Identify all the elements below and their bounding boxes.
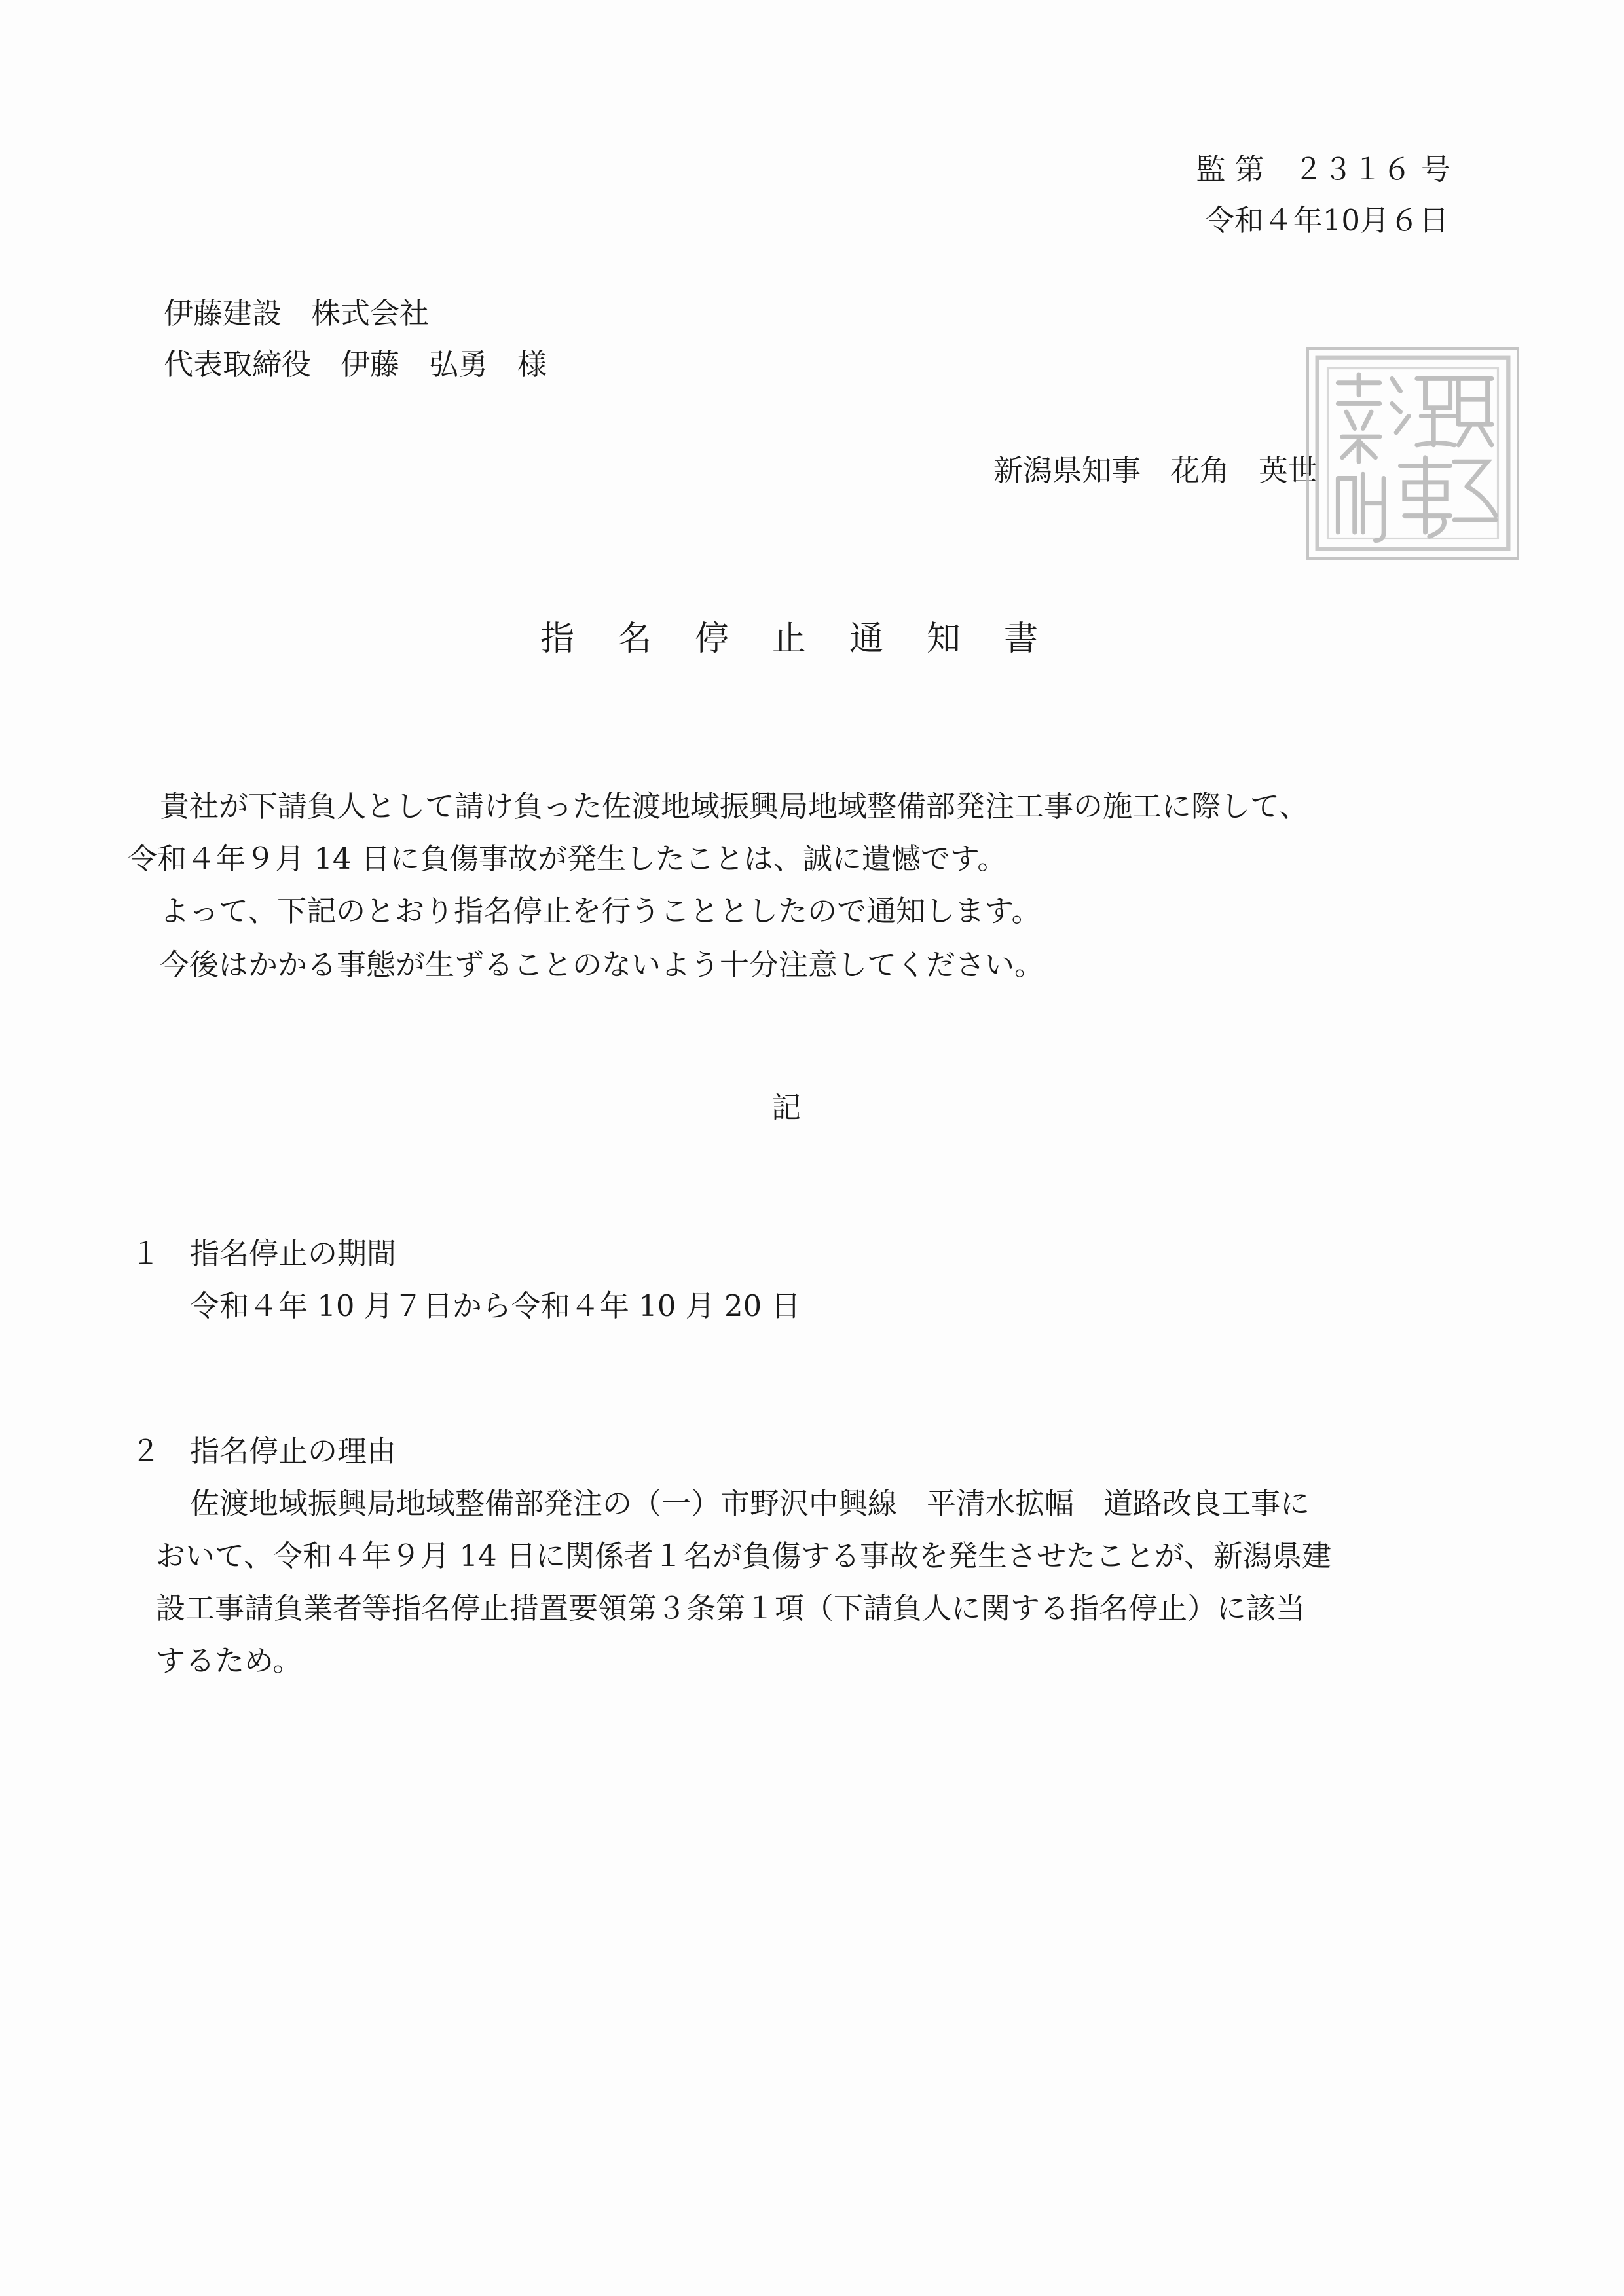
recipient-company: 伊藤建設 株式会社 [164, 296, 430, 331]
body-paragraph-3: 今後はかかる事態が生ずることのないよう十分注意してください。 [160, 947, 1044, 982]
item-2-text-line-2: おいて、令和４年９月 14 日に関係者１名が負傷する事故を発生させたことが、新潟県建 [156, 1539, 1331, 1573]
seal-icon [1309, 350, 1517, 557]
recipient-representative: 代表取締役 伊藤 弘勇 様 [164, 347, 547, 382]
item-2-text-line-3: 設工事請負業者等指名停止措置要領第３条第１項（下請負人に関する指名停止）に該当 [156, 1591, 1306, 1626]
item-2-number: ２ [131, 1434, 161, 1468]
body-paragraph-1-line-2: 令和４年９月 14 日に負傷事故が発生したことは、誠に遺憾です。 [128, 841, 1007, 876]
sender-name: 新潟県知事 花角 英世 [993, 453, 1318, 488]
ki-marker: 記 [771, 1090, 802, 1125]
item-2-heading: 指名停止の理由 [190, 1434, 397, 1468]
item-2-text-line-4: するため。 [156, 1643, 303, 1678]
item-1-heading: 指名停止の期間 [190, 1236, 397, 1271]
item-1-text-line-1: 令和４年 10 月７日から令和４年 10 月 20 日 [190, 1288, 801, 1323]
official-seal-stamp [1306, 347, 1519, 560]
document-number: 監 第 ２３１６ 号 [1196, 152, 1450, 187]
document-date: 令和４年10月６日 [1204, 203, 1449, 238]
item-1-number: １ [131, 1236, 161, 1271]
item-2-text-line-1: 佐渡地域振興局地域整備部発注の（一）市野沢中興線 平清水拡幅 道路改良工事に [190, 1486, 1310, 1521]
body-paragraph-1-line-1: 貴社が下請負人として請け負った佐渡地域振興局地域整備部発注工事の施工に際して、 [160, 789, 1309, 824]
document-title: 指名停止通知書 [540, 619, 1082, 659]
body-paragraph-2: よって、下記のとおり指名停止を行うこととしたので通知します。 [160, 894, 1041, 928]
